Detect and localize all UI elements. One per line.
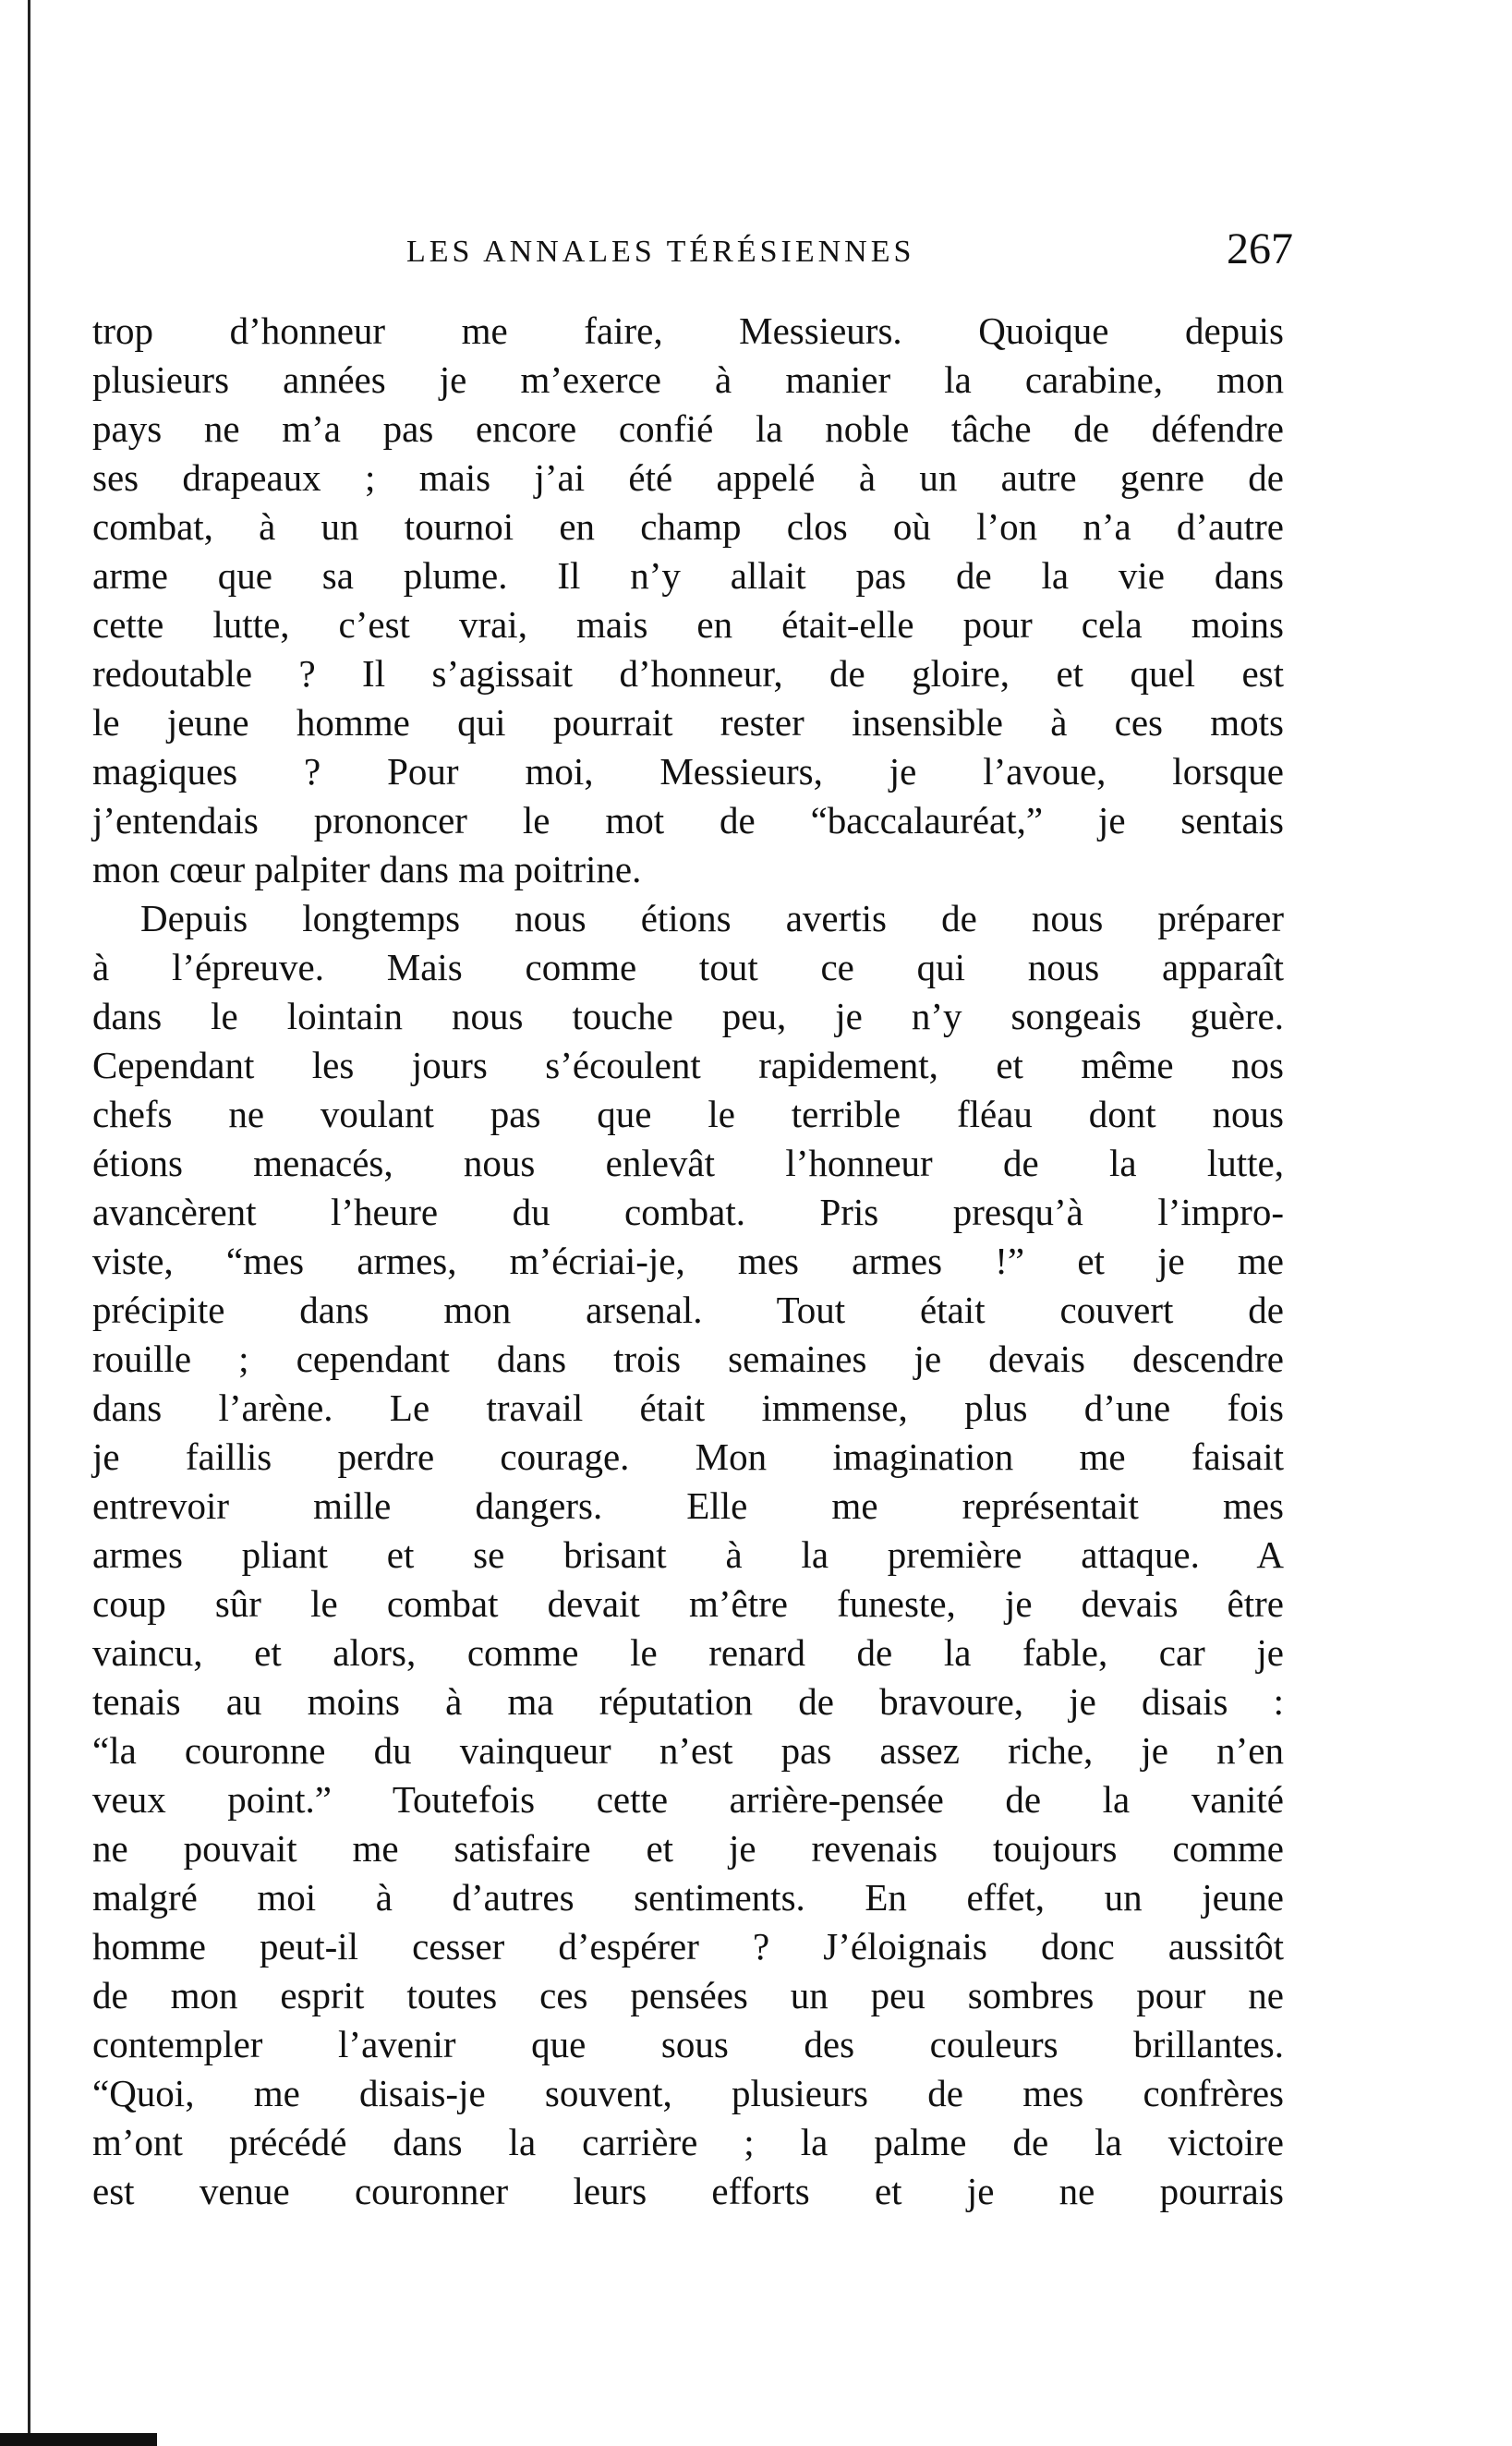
text-line-22: rouille ; cependant dans trois semaines je devais descendre xyxy=(92,1338,1284,1380)
text-line-5: combat, à un tournoi en champ clos où l’on n’a d’autre xyxy=(92,505,1284,548)
text-line-9: le jeune homme qui pourrait rester insensible à ces mots xyxy=(92,701,1284,744)
text-line-17: chefs ne voulant pas que le terrible fléau dont nous xyxy=(92,1093,1284,1135)
text-line-26: armes pliant et se brisant à la première attaque. A xyxy=(92,1533,1284,1576)
text-line-1: trop d’honneur me faire, Messieurs. Quoique depuis xyxy=(92,309,1284,352)
text-line-38: m’ont précédé dans la carrière ; la palme de la victoire xyxy=(92,2121,1284,2163)
text-line-30: “la couronne du vainqueur n’est pas assez riche, je n’en xyxy=(92,1729,1284,1772)
text-line-14: à l’épreuve. Mais comme tout ce qui nous apparaît xyxy=(92,946,1284,988)
running-head xyxy=(92,222,1293,286)
text-line-4: ses drapeaux ; mais j’ai été appelé à un autre genre de xyxy=(92,456,1284,499)
text-line-2: plusieurs années je m’exerce à manier la carabine, mon xyxy=(92,358,1284,401)
text-line-6: arme que sa plume. Il n’y allait pas de la vie dans xyxy=(92,554,1284,597)
text-line-23: dans l’arène. Le travail était immense, plus d’une fois xyxy=(92,1386,1284,1429)
text-line-12: mon cœur palpiter dans ma poitrine. xyxy=(92,848,642,890)
text-line-21: précipite dans mon arsenal. Tout était couvert de xyxy=(92,1289,1284,1331)
text-line-25: entrevoir mille dangers. Elle me représentait mes xyxy=(92,1484,1284,1527)
text-line-13: Depuis longtemps nous étions avertis de nous préparer xyxy=(140,897,1284,939)
page-number: 267 xyxy=(1227,224,1293,273)
text-line-31: veux point.” Toutefois cette arrière-pensée de la vanité xyxy=(92,1778,1284,1821)
body-text xyxy=(92,307,1284,2216)
text-line-37: “Quoi, me disais-je souvent, plusieurs de mes confrères xyxy=(92,2072,1284,2114)
text-line-3: pays ne m’a pas encore confié la noble tâche de défendre xyxy=(92,407,1284,450)
book-page xyxy=(92,222,1293,2216)
text-line-39: est venue couronner leurs efforts et je ne pourrais xyxy=(92,2170,1284,2212)
running-title: LES ANNALES TÉRÉSIENNES xyxy=(406,235,915,269)
binding-edge-line xyxy=(28,0,30,2446)
text-line-18: étions menacés, nous enlevât l’honneur de la lutte, xyxy=(92,1142,1284,1184)
text-line-20: viste, “mes armes, m’écriai-je, mes armes !” et je me xyxy=(92,1240,1284,1282)
text-line-7: cette lutte, c’est vrai, mais en était-elle pour cela moins xyxy=(92,603,1284,646)
text-line-16: Cependant les jours s’écoulent rapidement, et même nos xyxy=(92,1044,1284,1086)
text-line-10: magiques ? Pour moi, Messieurs, je l’avoue, lorsque xyxy=(92,750,1284,793)
text-line-34: homme peut-il cesser d’espérer ? J’éloignais donc aussitôt xyxy=(92,1925,1284,1968)
text-line-24: je faillis perdre courage. Mon imagination me faisait xyxy=(92,1435,1284,1478)
text-line-29: tenais au moins à ma réputation de bravoure, je disais : xyxy=(92,1680,1284,1723)
text-line-36: contempler l’avenir que sous des couleurs brillantes. xyxy=(92,2023,1284,2065)
text-line-28: vaincu, et alors, comme le renard de la fable, car je xyxy=(92,1631,1284,1674)
text-line-11: j’entendais prononcer le mot de “baccalauréat,” je sentais xyxy=(92,799,1284,842)
text-line-15: dans le lointain nous touche peu, je n’y songeais guère. xyxy=(92,995,1284,1037)
text-line-32: ne pouvait me satisfaire et je revenais toujours comme xyxy=(92,1827,1284,1870)
scan-shadow xyxy=(0,2433,157,2446)
text-line-19: avancèrent l’heure du combat. Pris presqu’à l’impro- xyxy=(92,1191,1284,1233)
text-line-33: malgré moi à d’autres sentiments. En effet, un jeune xyxy=(92,1876,1284,1919)
text-line-35: de mon esprit toutes ces pensées un peu sombres pour ne xyxy=(92,1974,1284,2016)
text-line-8: redoutable ? Il s’agissait d’honneur, de gloire, et quel est xyxy=(92,652,1284,695)
text-line-27: coup sûr le combat devait m’être funeste, je devais être xyxy=(92,1582,1284,1625)
